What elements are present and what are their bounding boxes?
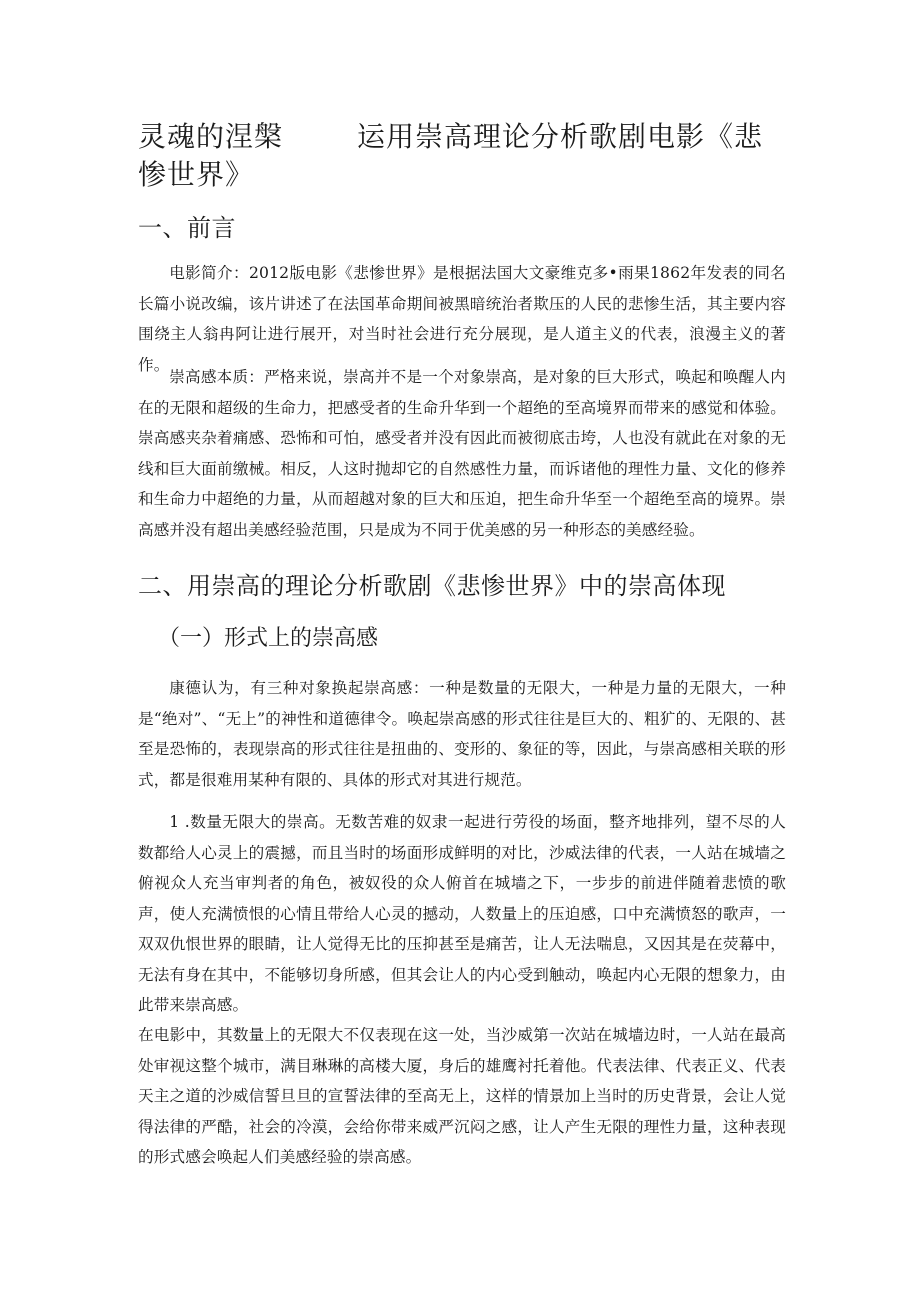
title-part-2: 运用崇高理论分析歌剧电影《悲惨世界》 [138, 120, 764, 191]
section-heading-analysis: 二、用崇高的理论分析歌剧《悲惨世界》中的崇高体现 [138, 572, 726, 600]
subsection-heading-form: （一）形式上的崇高感 [158, 626, 379, 651]
title-part-1: 灵魂的涅槃 [138, 120, 284, 153]
section-heading-preface: 一、前言 [138, 214, 236, 242]
document-title [138, 118, 778, 194]
paragraph-quantity-sublime: 1 .数量无限大的崇高。无数苦难的奴隶一起进行劳役的场面，整齐地排列，望不尽的人数都给人心灵上的震撼，而且当时的场面形成鲜明的对比，沙威法律的代表，一人站在城墙之俯视众人充当审判者的角色，被奴役的众人俯首在城墙之下，一步步的前进伴随着悲愤的歌声，使人充满愤恨的心情且带给人心灵的撼动，人数量上的压迫感，口中充满愤怒的歌声，一双双仇恨世界的眼睛，让人觉得无比的压抑甚至是痛苦，让人无法喘息，又因其是在荧幕中，无法有身在其中，不能够切身所感，但其会让人的内心受到触动，唤起内心无限的想象力，由此带来崇高感。 [138, 813, 786, 1014]
paragraph-kant: 康德认为，有三种对象换起崇高感：一种是数量的无限大，一种是力量的无限大，一种是“绝对”、“无上”的神性和道德律令。唤起崇高感的形式往往是巨大的、粗犷的、无限的、甚至是恐怖的，表现崇高的形式往往是扭曲的、变形的、象征的等，因此，与崇高感相关联的形式，都是很难用某种有限的、具体的形式对其进行规范。 [138, 679, 786, 789]
paragraph-sublime-essence: 崇高感本质：严格来说，崇高并不是一个对象崇高，是对象的巨大形式，唤起和唤醒人内在的无限和超级的生命力，把感受者的生命升华到一个超绝的至高境界而带来的感觉和体验。崇高感夹杂着痛感、恐怖和可怕，感受者并没有因此而被彻底击垮，人也没有就此在对象的无线和巨大面前缴械。相反，人这时抛却它的自然感性力量，而诉诸他的理性力量、文化的修养和生命力中超绝的力量，从而超越对象的巨大和压迫，把生命升华至一个超绝至高的境界。崇高感并没有超出美感经验范围，只是成为不同于优美感的另一种形态的美感经验。 [138, 368, 786, 539]
paragraph-film-intro: 电影简介：2012版电影《悲惨世界》是根据法国大文豪维克多•雨果1862年发表的同名长篇小说改编，该片讲述了在法国革命期间被黑暗统治者欺压的人民的悲惨生活，其主要内容围绕主人翁冉阿让进行展开，对当时社会进行充分展现，是人道主义的代表，浪漫主义的著作。 [138, 264, 786, 374]
paragraph-city-scene: 在电影中，其数量上的无限大不仅表现在这一处，当沙威第一次站在城墙边时，一人站在最高处审视这整个城市，满目琳琳的高楼大厦，身后的雄鹰衬托着他。代表法律、代表正义、代表天主之道的沙威信誓旦旦的宣誓法律的至高无上，这样的情景加上当时的历史背景，会让人觉得法律的严酷，社会的冷漠，会给你带来威严沉闷之感，让人产生无限的理性力量，这种表现的形式感会唤起人们美感经验的崇高感。 [138, 1026, 786, 1166]
